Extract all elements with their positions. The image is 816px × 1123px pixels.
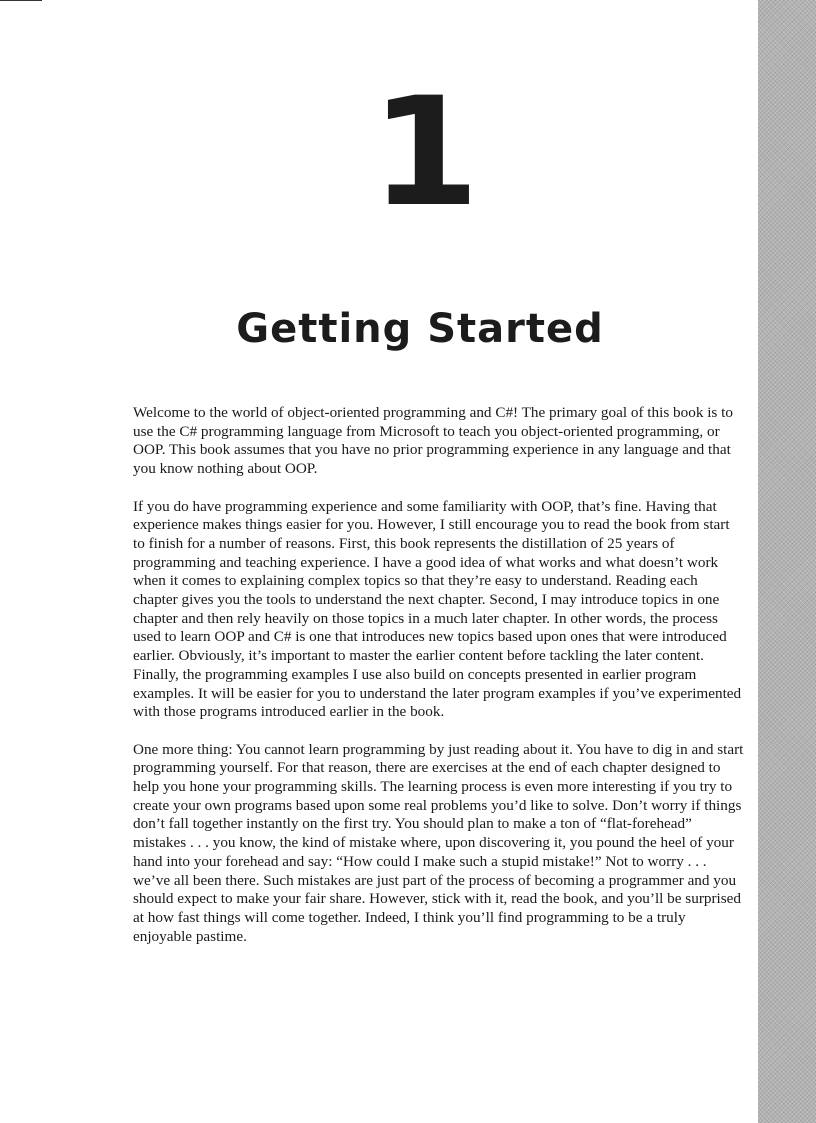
paragraph-experience: If you do have programming experience and some familiarity with OOP, that’s fine. Having that experience makes things easier for you. However, I still encourage you to read the book from start to finish for a number of reasons. First, this book represents the distillation of 25 years of programming and teaching experience. I have a good idea of what works and what doesn’t work when it comes to explaining complex topics so that they’re easy to understand. Reading each chapter gives you the tools to understand the next chapter. Second, I may introduce topics in one chapter and then rely heavily on those topics in a much later chapter. In other words, the process used to learn OOP and C# is one that introduces new topics based upon ones that were introduced earlier. Obviously, it’s important to master the earlier content before tackling the later content. Finally, the programming examples I use also build on concepts presented in earlier program examples. It will be easier for you to understand the later program examples if you’ve experimented with those programs introduced earlier in the book. [133, 497, 742, 721]
chapter-body [133, 404, 745, 965]
paragraph-intro: Welcome to the world of object-oriented programming and C#! The primary goal of this book is to use the C# programming language from Microsoft to teach you object-oriented programming, or OOP. This book assumes that you have no prior programming experience in any language and that you know nothing about OOP. [133, 404, 733, 478]
paragraph-practice: One more thing: You cannot learn programming by just reading about it. You have to dig in and start programming yourself. For that reason, there are exercises at the end of each chapter designed to help you hone your programming skills. The learning process is even more interesting if you try to create your own programs based upon some real problems you’d like to solve. Don’t worry if things don’t fall together instantly on the first try. You should plan to make a ton of “flat-forehead” mistakes . . . you know, the kind of mistake where, upon discovering it, you pound the heel of your hand into your forehead and say: “How could I make such a stupid mistake!” Not to worry . . . we’ve all been there. Such mistakes are just part of the process of becoming a programmer and you should expect to make your fair share. However, stick with it, read the book, and you’ll be surprised at how fast things will come together. Indeed, I think you’ll find programming to be a truly enjoyable pastime. [133, 740, 744, 945]
thumb-tab-band [758, 0, 816, 1123]
chapter-number: 1 [370, 66, 480, 240]
corner-crop-mark [0, 0, 42, 1]
chapter-title: Getting Started [236, 306, 604, 352]
